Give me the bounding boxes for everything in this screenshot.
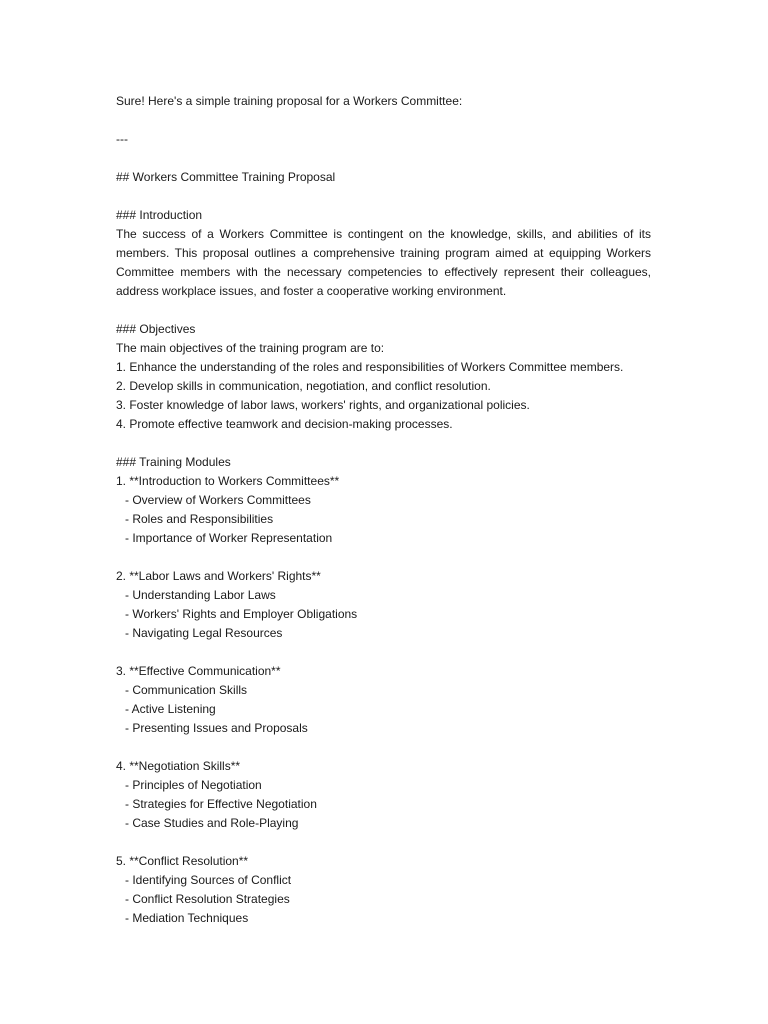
module-subitem: - Strategies for Effective Negotiation — [125, 797, 317, 811]
objective-item: 4. Promote effective teamwork and decision-making processes. — [116, 417, 453, 431]
intro-line: Sure! Here's a simple training proposal for a Workers Committee: — [116, 94, 463, 108]
spacer — [116, 548, 651, 567]
modules-heading: ### Training Modules — [116, 455, 231, 469]
document-title: ## Workers Committee Training Proposal — [116, 170, 336, 184]
module-subitem: - Identifying Sources of Conflict — [125, 873, 292, 887]
module-subitem: - Overview of Workers Committees — [125, 493, 311, 507]
spacer — [116, 434, 651, 453]
module-subitem: - Principles of Negotiation — [125, 778, 262, 792]
module-subitem: - Navigating Legal Resources — [125, 626, 283, 640]
spacer — [116, 149, 651, 168]
separator: --- — [116, 132, 128, 146]
module-subitem: - Workers' Rights and Employer Obligations — [125, 607, 358, 621]
spacer — [116, 643, 651, 662]
module-subitem: - Roles and Responsibilities — [125, 512, 274, 526]
module-subitem: - Conflict Resolution Strategies — [125, 892, 290, 906]
module-title: 4. **Negotiation Skills** — [116, 759, 241, 773]
spacer — [116, 187, 651, 206]
module-subitem: - Importance of Worker Representation — [125, 531, 333, 545]
objective-item: 2. Develop skills in communication, negotiation, and conflict resolution. — [116, 379, 491, 393]
objective-item: 1. Enhance the understanding of the roles and responsibilities of Workers Committee members. — [116, 360, 624, 374]
introduction-paragraph: The success of a Workers Committee is contingent on the knowledge, skills, and abilities of its members. This proposal outlines a comprehensive training program aimed at equipping Workers Committee members with the necessary competencies to effectively represent their colleagues, address workplace issues, and foster a cooperative working environment. — [116, 227, 651, 298]
introduction-heading: ### Introduction — [116, 208, 203, 222]
module-title: 1. **Introduction to Workers Committees** — [116, 474, 340, 488]
spacer — [116, 738, 651, 757]
module-subitem: - Presenting Issues and Proposals — [125, 721, 308, 735]
module-subitem: - Active Listening — [125, 702, 216, 716]
module-title: 5. **Conflict Resolution** — [116, 854, 249, 868]
module-subitem: - Communication Skills — [125, 683, 248, 697]
spacer — [116, 833, 651, 852]
objective-item: 3. Foster knowledge of labor laws, workers' rights, and organizational policies. — [116, 398, 530, 412]
module-title: 3. **Effective Communication** — [116, 664, 281, 678]
module-subitem: - Case Studies and Role-Playing — [125, 816, 299, 830]
objectives-lead: The main objectives of the training program are to: — [116, 341, 385, 355]
module-title: 2. **Labor Laws and Workers' Rights** — [116, 569, 321, 583]
document-page — [116, 92, 651, 928]
module-subitem: - Mediation Techniques — [125, 911, 249, 925]
objectives-heading: ### Objectives — [116, 322, 196, 336]
spacer — [116, 301, 651, 320]
spacer — [116, 111, 651, 130]
module-subitem: - Understanding Labor Laws — [125, 588, 276, 602]
